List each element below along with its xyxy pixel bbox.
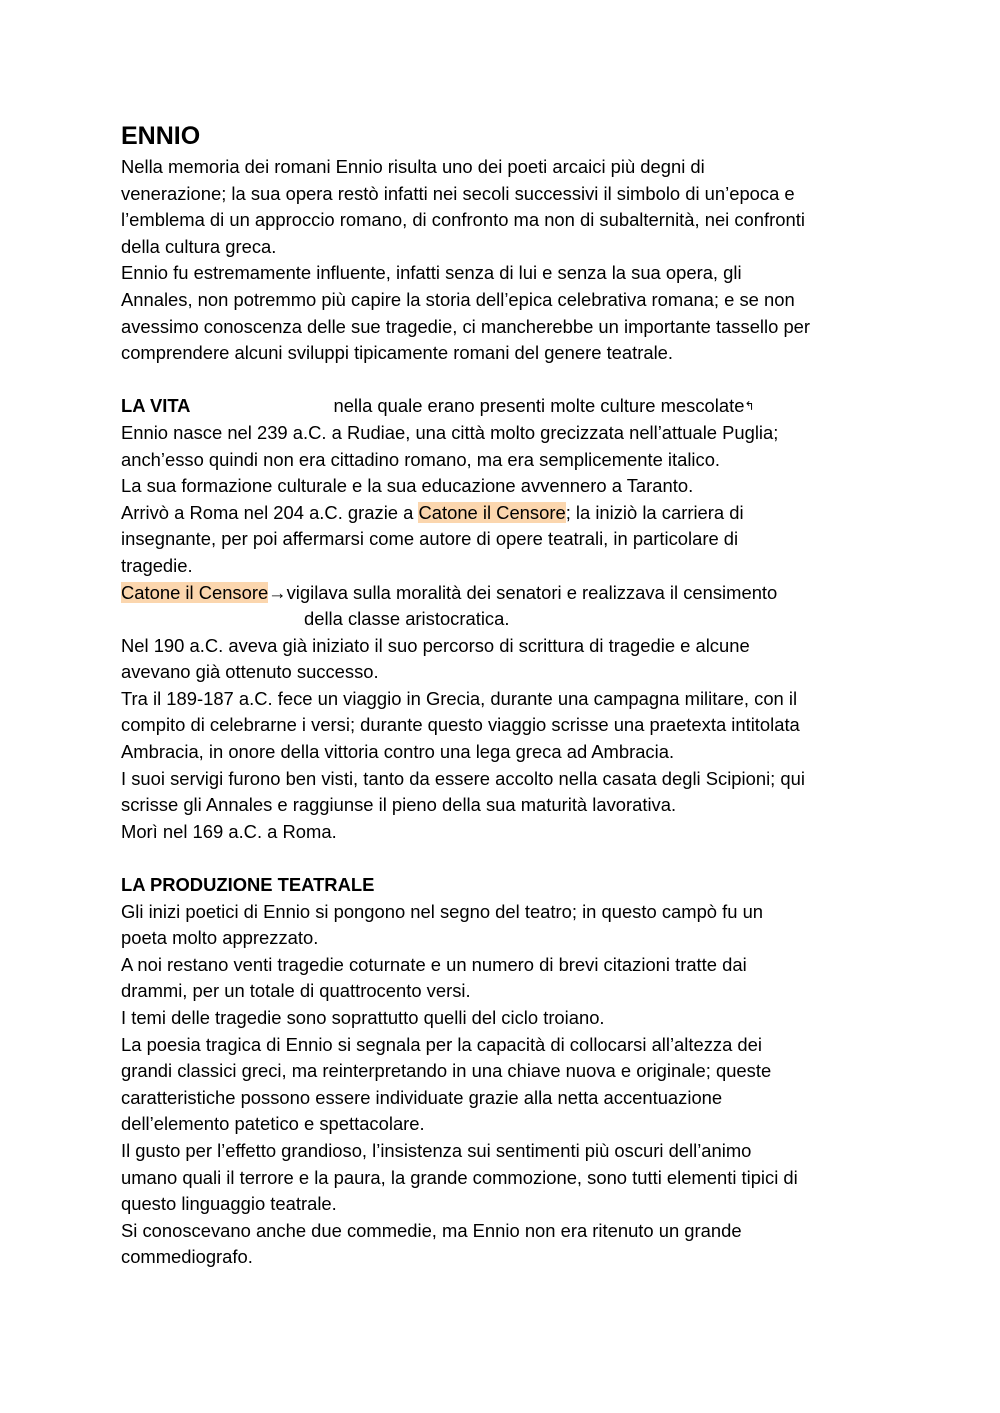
text-line: avessimo conoscenza delle sue tragedie, ci mancherebbe un importante tassello per <box>121 315 811 337</box>
text-line: poeta molto apprezzato. <box>121 927 319 949</box>
margin-note-text: nella quale erano presenti molte culture mescolate <box>333 395 745 417</box>
teatro-section <box>121 872 891 1271</box>
text-line: grandi classici greci, ma reinterpretando in una chiave nuova e originale; queste <box>121 1060 772 1082</box>
text-line: drammi, per un totale di quattrocento versi. <box>121 980 471 1002</box>
text-line: umano quali il terrore e la paura, la grande commozione, sono tutti elementi tipici di <box>121 1166 798 1188</box>
text-line: venerazione; la sua opera restò infatti nei secoli successivi il simbolo di un’epoca e <box>121 182 795 204</box>
section-heading-vita: LA VITA <box>121 395 191 417</box>
right-arrow-icon: → <box>268 581 287 603</box>
text-line: tragedie. <box>121 554 193 576</box>
text-line: della cultura greca. <box>121 235 277 257</box>
text-line: Ennio nasce nel 239 a.C. a Rudiae, una città molto grecizzata nell’attuale Puglia; <box>121 421 779 443</box>
margin-note <box>333 393 754 420</box>
text-line: La poesia tragica di Ennio si segnala per la capacità di collocarsi all’altezza dei <box>121 1033 762 1055</box>
text-line-arrivo <box>121 500 891 527</box>
text-span: vigilava sulla moralità dei senatori e realizzava il censimento <box>286 581 778 603</box>
document-title: ENNIO <box>121 122 201 150</box>
text-line: Ennio fu estremamente influente, infatti senza di lui e senza la sua opera, gli <box>121 262 742 284</box>
text-line: scrisse gli Annales e raggiunse il pieno della sua maturità lavorativa. <box>121 794 677 816</box>
text-line: questo linguaggio teatrale. <box>121 1193 337 1215</box>
text-line: Il gusto per l’effetto grandioso, l’insistenza sui sentimenti più oscuri dell’animo <box>121 1139 752 1161</box>
blank-line <box>121 367 891 394</box>
return-arrow-icon: ↰ <box>744 399 755 414</box>
text-line: commediografo. <box>121 1246 253 1268</box>
text-line: Ambracia, in onore della vittoria contro una lega greca ad Ambracia. <box>121 741 675 763</box>
text-line: anch’esso quindi non era cittadino romano, ma era semplicemente italico. <box>121 448 721 470</box>
text-line: La sua formazione culturale e la sua educazione avvennero a Taranto. <box>121 475 694 497</box>
text-line: I suoi servigi furono ben visti, tanto da essere accolto nella casata degli Scipioni; qui <box>121 767 805 789</box>
vita-heading-row <box>121 393 891 420</box>
text-line: A noi restano venti tragedie coturnate e un numero di brevi citazioni tratte dai <box>121 953 747 975</box>
text-line: comprendere alcuni sviluppi tipicamente romani del genere teatrale. <box>121 342 674 364</box>
text-line: l’emblema di un approccio romano, di confronto ma non di subalternità, nei confronti <box>121 209 805 231</box>
catone-definition-continuation: della classe aristocratica. <box>304 608 510 630</box>
heading-row <box>121 872 891 899</box>
document-page <box>121 118 891 1271</box>
vita-section <box>121 393 891 845</box>
text-span: Arrivò a Roma nel 204 a.C. grazie a <box>121 501 419 523</box>
text-line: Tra il 189-187 a.C. fece un viaggio in Grecia, durante una campagna militare, con il <box>121 687 798 709</box>
text-line: Annales, non potremmo più capire la storia dell’epica celebrativa romana; e se non <box>121 288 795 310</box>
section-heading-teatro: LA PRODUZIONE TEATRALE <box>121 874 375 896</box>
text-line: insegnante, per poi affermarsi come autore di opere teatrali, in particolare di <box>121 528 739 550</box>
text-span: ; la iniziò la carriera di <box>565 501 744 523</box>
text-line: caratteristiche possono essere individuate grazie alla netta accentuazione <box>121 1086 723 1108</box>
text-line: avevano già ottenuto successo. <box>121 661 379 683</box>
text-line: Gli inizi poetici di Ennio si pongono nel segno del teatro; in questo campò fu un <box>121 900 764 922</box>
text-line: Nella memoria dei romani Ennio risulta uno dei poeti arcaici più degni di <box>121 156 705 177</box>
text-line: dell’elemento patetico e spettacolare. <box>121 1113 425 1135</box>
text-line: I temi delle tragedie sono soprattutto quelli del ciclo troiano. <box>121 1007 605 1028</box>
highlighted-text: Catone il Censore <box>418 501 566 523</box>
text-line: Nel 190 a.C. aveva già iniziato il suo percorso di scrittura di tragedie e alcune <box>121 634 750 656</box>
intro-paragraph <box>121 154 891 367</box>
text-line: Si conoscevano anche due commedie, ma Ennio non era ritenuto un grande <box>121 1219 742 1241</box>
blank-line <box>121 845 891 872</box>
highlighted-text: Catone il Censore <box>121 581 269 603</box>
catone-definition-line <box>121 580 891 607</box>
text-line: Morì nel 169 a.C. a Roma. <box>121 820 337 842</box>
text-line: compito di celebrarne i versi; durante questo viaggio scrisse una praetexta intitolata <box>121 714 800 736</box>
